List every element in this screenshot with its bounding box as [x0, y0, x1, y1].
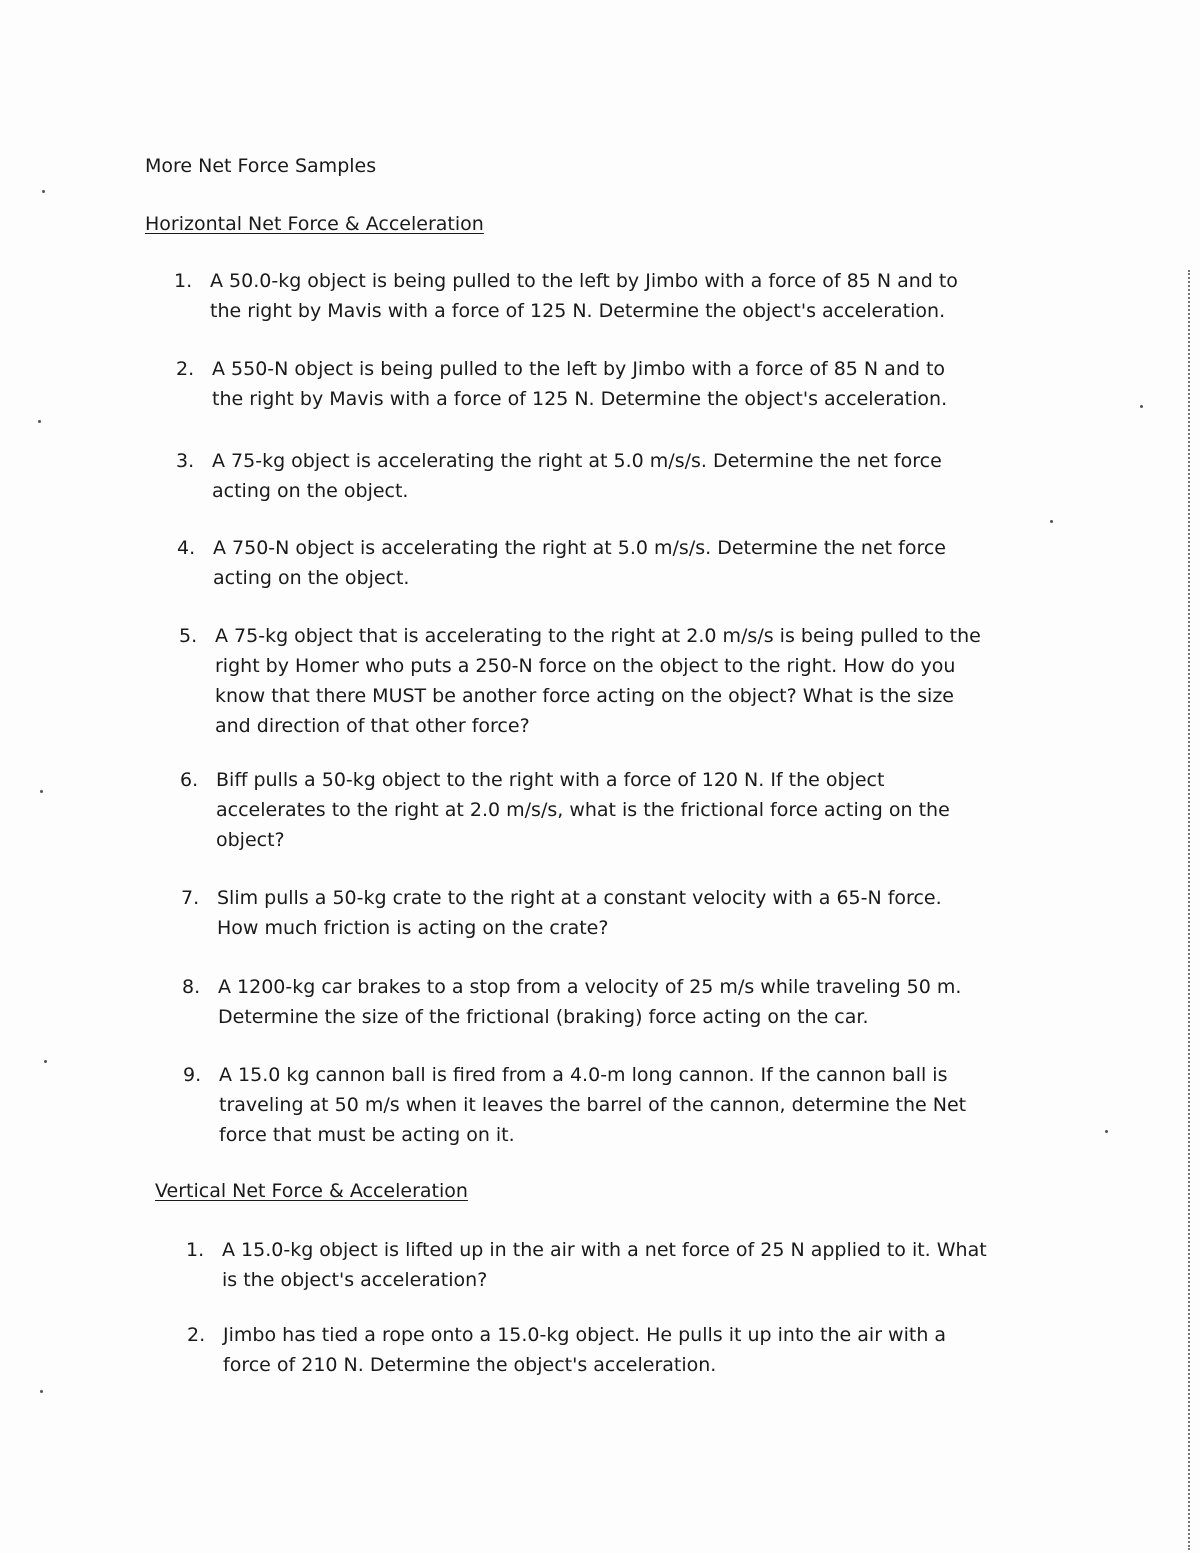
horizontal-question-2 — [176, 354, 982, 414]
question-number: 7. — [181, 887, 200, 909]
question-number: 6. — [180, 769, 199, 791]
question-text: A 15.0 kg cannon ball is fired from a 4.0-m long cannon. If the cannon ball is traveling at 50 m/s when it leaves the barrel of the cannon, determine the Net force that must be acting on it. — [219, 1064, 967, 1146]
scan-speck — [44, 1060, 47, 1063]
horizontal-question-8 — [182, 972, 988, 1032]
document-title: More Net Force Samples — [145, 155, 377, 177]
question-text: Biff pulls a 50-kg object to the right with a force of 120 N. If the object accelerates to the right at 2.0 m/s/s, what is the frictional force acting on the object? — [216, 769, 950, 851]
horizontal-question-5 — [179, 621, 985, 741]
question-text: A 75-kg object is accelerating the right at 5.0 m/s/s. Determine the net force acting on the object. — [212, 450, 942, 502]
question-text: A 75-kg object that is accelerating to the right at 2.0 m/s/s is being pulled to the right by Homer who puts a 250-N force on the object to the right. How do you know that there MUST be another force acting on the object? What is the size and direction of that other force? — [215, 625, 981, 737]
scan-speck — [1140, 405, 1143, 408]
question-number: 8. — [182, 976, 201, 998]
question-number: 2. — [176, 358, 195, 380]
question-text: A 1200-kg car brakes to a stop from a velocity of 25 m/s while traveling 50 m. Determine the size of the frictional (braking) force acting on the car. — [218, 976, 962, 1028]
question-text: A 15.0-kg object is lifted up in the air with a net force of 25 N applied to it. What is the object's acceleration? — [222, 1239, 987, 1291]
question-number: 1. — [186, 1239, 205, 1261]
scan-edge-line — [1188, 270, 1190, 1550]
section-heading-horizontal: Horizontal Net Force & Acceleration — [145, 213, 484, 235]
scan-speck — [42, 190, 45, 193]
question-number: 1. — [174, 270, 193, 292]
question-number: 9. — [183, 1064, 202, 1086]
question-text: Slim pulls a 50-kg crate to the right at a constant velocity with a 65-N force. How much friction is acting on the crate? — [217, 887, 942, 939]
horizontal-question-7 — [181, 883, 987, 943]
horizontal-question-4 — [177, 533, 983, 593]
horizontal-question-6 — [180, 765, 986, 855]
scan-speck — [38, 420, 41, 423]
vertical-question-2 — [187, 1320, 993, 1380]
section-heading-vertical: Vertical Net Force & Acceleration — [155, 1180, 468, 1202]
horizontal-question-3 — [176, 446, 982, 506]
question-text: A 750-N object is accelerating the right at 5.0 m/s/s. Determine the net force acting on the object. — [213, 537, 946, 589]
question-text: A 50.0-kg object is being pulled to the left by Jimbo with a force of 85 N and to the right by Mavis with a force of 125 N. Determine the object's acceleration. — [210, 270, 958, 322]
question-text: Jimbo has tied a rope onto a 15.0-kg object. He pulls it up into the air with a force of 210 N. Determine the object's acceleration. — [223, 1324, 947, 1376]
question-number: 4. — [177, 537, 196, 559]
scan-speck — [40, 790, 43, 793]
scan-speck — [1105, 1130, 1108, 1133]
question-number: 3. — [176, 450, 195, 472]
horizontal-question-9 — [183, 1060, 989, 1150]
vertical-question-1 — [186, 1235, 992, 1295]
question-number: 5. — [179, 625, 198, 647]
question-text: A 550-N object is being pulled to the left by Jimbo with a force of 85 N and to the right by Mavis with a force of 125 N. Determine the object's acceleration. — [212, 358, 948, 410]
horizontal-question-1 — [174, 266, 980, 326]
scan-speck — [40, 1390, 43, 1393]
question-number: 2. — [187, 1324, 206, 1346]
scan-speck — [1050, 520, 1053, 523]
